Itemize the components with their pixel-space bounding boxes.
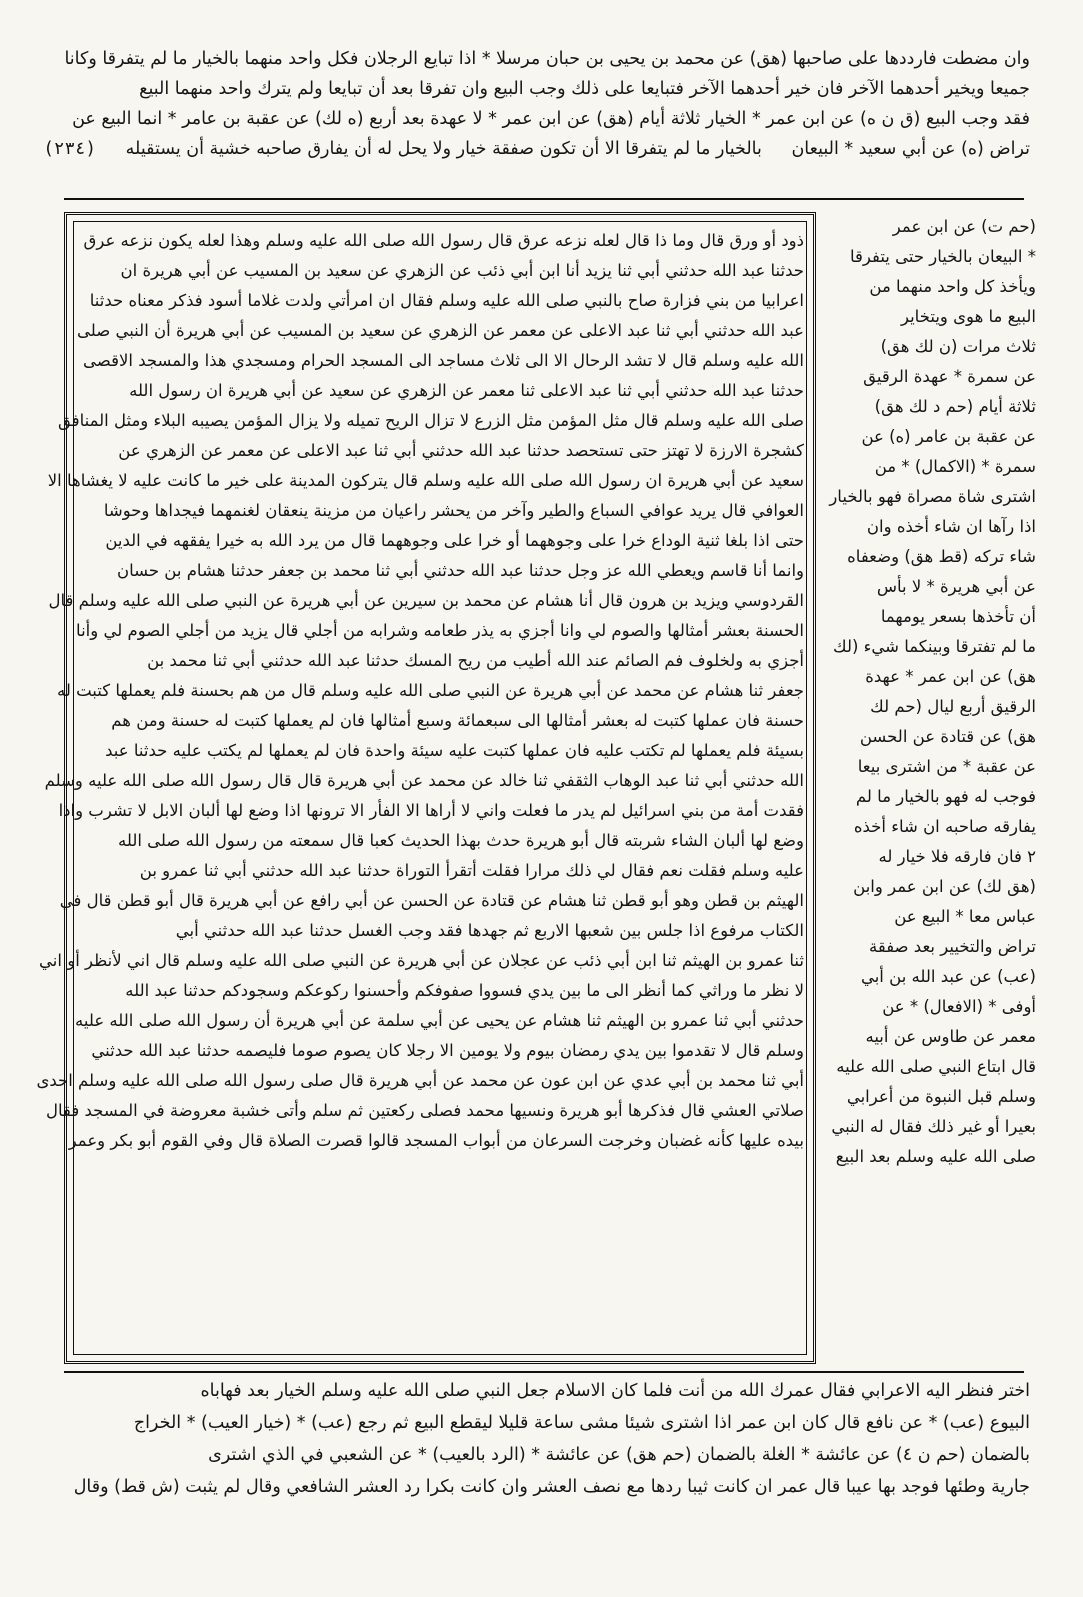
header-line: فقد وجب البيع (ق ن ه) عن ابن عمر * الخيار ثلاثة أيام (هق) عن ابن عمر * لا عهدة بعد أربع (ه لك) عن عقبة بن عامر * انما البيع عن [72, 109, 1030, 129]
main-line: كشجرة الارزة لا تهتز حتى تستحصد حدثنا عبد الله حدثني أبي ثنا عبد الاعلى عن معمر عن الزهري عن [118, 441, 804, 460]
margin-line: عن عقبة بن عامر (ه) عن [861, 427, 1036, 446]
margin-line: عن أبي هريرة * لا بأس [876, 577, 1036, 596]
main-line: القردوسي ويزيد بن هرون قال أنا هشام عن محمد بن سيرين عن أبي هريرة عن النبي صلى الله عليه وسلم قال [48, 591, 804, 610]
header-line: بالخيار ما لم يتفرقا الا أن تكون صفقة خيار ولا يحل له أن يفارق صاحبه خشية أن يستقيله [125, 139, 762, 159]
main-line: حسنة فان عملها كتبت له بعشر أمثالها الى سبعمائة وسبع أمثالها فان لم يعملها كتبت له حسنة ومن هم [111, 711, 804, 730]
margin-line: هق) عن ابن عمر * عهدة [865, 667, 1036, 686]
margin-line: شاء تركه (قط هق) وضعفاه [847, 547, 1036, 566]
main-line: عبد الله حدثني أبي ثنا عبد الاعلى عن معمر عن الزهري عن سعيد بن المسيب عن أبي هريرة أن النبي صلى [76, 321, 804, 340]
main-line: العوافي قال يريد عوافي السباع والطير وآخر من يحشر راعيان من مزينة ينعقان لغنمهما فيجداها وحوشا [103, 501, 804, 520]
margin-column [826, 212, 1036, 1172]
main-line: الكتاب مرفوع اذا جلس بين شعبها الاربع ثم جهدها فقد وجب الغسل حدثنا عبد الله حدثني أبي [175, 921, 804, 940]
footer-text-block [70, 1375, 1030, 1503]
margin-line: قال ابتاع النبي صلى الله عليه [836, 1057, 1036, 1076]
main-line: الله حدثني أبي ثنا عبد الوهاب الثقفي ثنا خالد عن محمد عن أبي هريرة قال قال رسول الله صلى الله عليه وسلم [44, 771, 804, 790]
main-line: الله عليه وسلم قال لا تشد الرحال الا الى ثلاث مساجد الى المسجد الحرام ومسجدي هذا والمسجد الاقصى [83, 351, 804, 370]
footer-line: بالضمان (حم ن ٤) عن عائشة * الغلة بالضمان (حم هق) عن عائشة * (الرد بالعيب) * عن الشعبي في الذي اشترى [208, 1445, 1030, 1465]
main-line: بسيئة فلم يعملها لم تكتب عليه فان عملها كتبت عليه سيئة واحدة فان لم يعملها لم يكتب عليه حدثنا عبد [105, 741, 804, 760]
margin-line: (حم ت) عن ابن عمر [892, 217, 1036, 236]
main-line: وضع لها ألبان الشاء شربته قال أبو هريرة حدث بهذا الحديث كعبا قال سمعته من رسول الله صلى الله [118, 831, 804, 850]
margin-line: ثلاث مرات (ن لك هق) [880, 337, 1036, 356]
main-line: جعفر ثنا هشام عن محمد عن أبي هريرة عن النبي صلى الله عليه وسلم قال من هم بحسنة فلم يعملها كتبت له [56, 681, 804, 700]
margin-line: تراض والتخيير بعد صفقة [869, 937, 1036, 956]
margin-line: ما لم تفترقا وبينكما شيء (لك [833, 637, 1036, 656]
margin-line: ثلاثة أيام (حم د لك هق) [874, 397, 1036, 416]
main-line: سعيد عن أبي هريرة ان رسول الله صلى الله عليه وسلم قال يتركون المدينة على خير ما كانت عليه لا يغشاها الا [47, 471, 804, 490]
header-text-block [43, 44, 1030, 164]
main-line: حتى اذا بلغا ثنية الوداع خرا على وجوههما أو خرا على وجوههما قال من يرد الله به خيرا يفقهه في الدين [105, 531, 804, 550]
margin-line: فوجب له فهو بالخيار ما لم [855, 787, 1036, 806]
margin-line: ويأخذ كل واحد منهما من [869, 277, 1036, 296]
main-line: الحسنة بعشر أمثالها والصوم لي وانا أجزي به يذر طعامه وشرابه من أجلي قال يزيد من أجلي الصوم لي وأنا [76, 621, 804, 640]
margin-line: أن تأخذها بسعر يومهما [880, 607, 1036, 626]
page-number: (٢٣٤) [43, 139, 97, 159]
main-line: اعرابيا من بني فزارة صاح بالنبي صلى الله عليه وسلم فقال ان امرأتي ولدت غلاما أسود فذكر معناه حدثنا [89, 291, 804, 310]
margin-line: أوفى * (الافعال) * عن [882, 997, 1036, 1016]
margin-line: هق) عن قتادة عن الحسن [859, 727, 1036, 746]
margin-line: صلى الله عليه وسلم بعد البيع [835, 1147, 1036, 1166]
header-line: تراض (ه) عن أبي سعيد * البيعان [791, 139, 1030, 159]
main-line: صلى الله عليه وسلم قال مثل المؤمن مثل الزرع لا تزال الريح تميله ولا يزال المؤمن يصيبه البلاء ومثل المنافق [57, 411, 804, 430]
footer-line: البيوع (عب) * عن نافع قال كان ابن عمر اذا اشترى شيئا مشى ساعة قليلا ليقطع البيع ثم رجع (عب) * (خيار العيب) * الخراج [133, 1413, 1030, 1433]
margin-line: الرقيق أربع ليال (حم لك [870, 697, 1036, 716]
main-line: حدثني أبي ثنا عمرو بن الهيثم ثنا هشام عن يحيى عن أبي سلمة عن أبي هريرة أن رسول الله صلى الله عليه [75, 1011, 804, 1030]
main-line: وانما أنا قاسم ويعطي الله عز وجل حدثنا عبد الله حدثني أبي ثنا محمد بن جعفر حدثنا هشام بن حسان [117, 561, 804, 580]
footer-line: اختر فنظر اليه الاعرابي فقال عمرك الله من أنت فلما كان الاسلام جعل النبي صلى الله عليه وسلم الخيار بعد فهاباه [200, 1381, 1030, 1401]
main-line: ذود أو ورق قال وما ذا قال لعله نزعه عرق قال رسول الله صلى الله عليه وسلم وهذا لعله يكون نزعه عرق [83, 231, 804, 250]
header-divider [64, 198, 1024, 200]
header-line-with-page-number [43, 134, 1030, 164]
main-line: حدثنا عبد الله حدثني أبي ثنا يزيد أنا ابن أبي ذئب عن الزهري عن سعيد بن المسيب عن أبي هريرة ان [120, 261, 804, 280]
footer-divider [64, 1371, 1024, 1373]
margin-line: عن عقبة * من اشترى بيعا [857, 757, 1036, 776]
margin-line: اذا رآها ان شاء أخذه وان [866, 517, 1036, 536]
main-line: أبي ثنا محمد بن أبي عدي عن ابن عون عن محمد عن أبي هريرة قال صلى رسول الله صلى الله عليه وسلم احدى [36, 1071, 804, 1090]
main-line: ثنا عمرو بن الهيثم ثنا ابن أبي ذئب عن عجلان عن أبي هريرة عن النبي صلى الله عليه وسلم قال اني لأنظر أو اني [39, 951, 804, 970]
margin-line: عن سمرة * عهدة الرقيق [863, 367, 1036, 386]
main-line: أجزي به ولخلوف فم الصائم عند الله أطيب من ريح المسك حدثنا عبد الله حدثني أبي ثنا محمد بن [147, 651, 804, 670]
footer-line: جارية وطئها فوجد بها عيبا قال عمر ان كانت ثيبا ردها مع نصف العشر وان كانت بكرا رد العشر الشافعي وقال لم يثبت (ش قط) وقال [73, 1477, 1030, 1497]
margin-line: عباس معا * البيع عن [894, 907, 1036, 926]
main-text-block [36, 226, 804, 1156]
margin-line: معمر عن طاوس عن أبيه [865, 1027, 1036, 1046]
main-line: صلاتي العشي قال فذكرها أبو هريرة ونسيها محمد فصلى ركعتين ثم سلم وأتى خشبة معروضة في المسجد فقال [46, 1101, 804, 1120]
main-line: وسلم قال لا تقدموا بين يدي رمضان بيوم ولا يومين الا رجلا كان يصوم صوما فليصمه حدثنا عبد الله حدثني [91, 1041, 804, 1060]
margin-line: * البيعان بالخيار حتى يتفرقا [849, 247, 1036, 266]
main-line: فقدت أمة من بني اسرائيل لم يدر ما فعلت واني لا أراها الا الفأر الا ترونها اذا وضع لها ألبان الابل لا تشرب واذا [58, 801, 804, 820]
header-line: جميعا ويخير أحدهما الآخر فان خير أحدهما الآخر فتبايعا على ذلك وجب البيع وان تفرقا بعد أن تبايعا ولم يترك واحد منهما البيع [139, 79, 1030, 99]
margin-line: اشترى شاة مصراة فهو بالخيار [829, 487, 1036, 506]
main-line: بيده عليها كأنه غضبان وخرجت السرعان من أبواب المسجد قالوا قصرت الصلاة قال وفي القوم أبو بكر وعمر [68, 1131, 804, 1150]
margin-line: بعيرا أو غير ذلك فقال له النبي [831, 1117, 1036, 1136]
header-line: وان مضطت فارددها على صاحبها (هق) عن محمد بن يحيى بن حبان مرسلا * اذا تبايع الرجلان فكل واحد منهما بالخيار ما لم يتفرقا وكانا [64, 49, 1030, 69]
margin-line: وسلم قبل النبوة من أعرابي [846, 1087, 1036, 1106]
main-line: لا نظر ما وراثي كما أنظر الى ما بين يدي فسووا صفوفكم وأحسنوا ركوعكم وسجودكم حدثنا عبد الله [125, 981, 804, 1000]
margin-line: سمرة * (الاكمال) * من [874, 457, 1036, 476]
margin-line: ٢ فان فارقه فلا خيار له [878, 847, 1036, 866]
main-line: حدثنا عبد الله حدثني أبي ثنا عبد الاعلى ثنا معمر عن الزهري عن سعيد عن أبي هريرة ان رسول الله [129, 381, 804, 400]
margin-line: (عب) عن عبد الله بن أبي [860, 967, 1036, 986]
margin-line: البيع ما هوى ويتخاير [900, 307, 1036, 326]
margin-line: (هق لك) عن ابن عمر وابن [853, 877, 1036, 896]
main-line: عليه وسلم فقلت نعم فقال لي ذلك مرارا فقلت أتقرأ التوراة حدثنا عبد الله حدثني أبي ثنا عمرو بن [139, 861, 804, 880]
main-line: الهيثم بن قطن وهو أبو قطن ثنا هشام عن قتادة عن الحسن عن أبي رافع عن أبي هريرة قال أبو قطن قال في [59, 891, 804, 910]
margin-line: يفارقه صاحبه ان شاء أخذه [853, 817, 1036, 836]
